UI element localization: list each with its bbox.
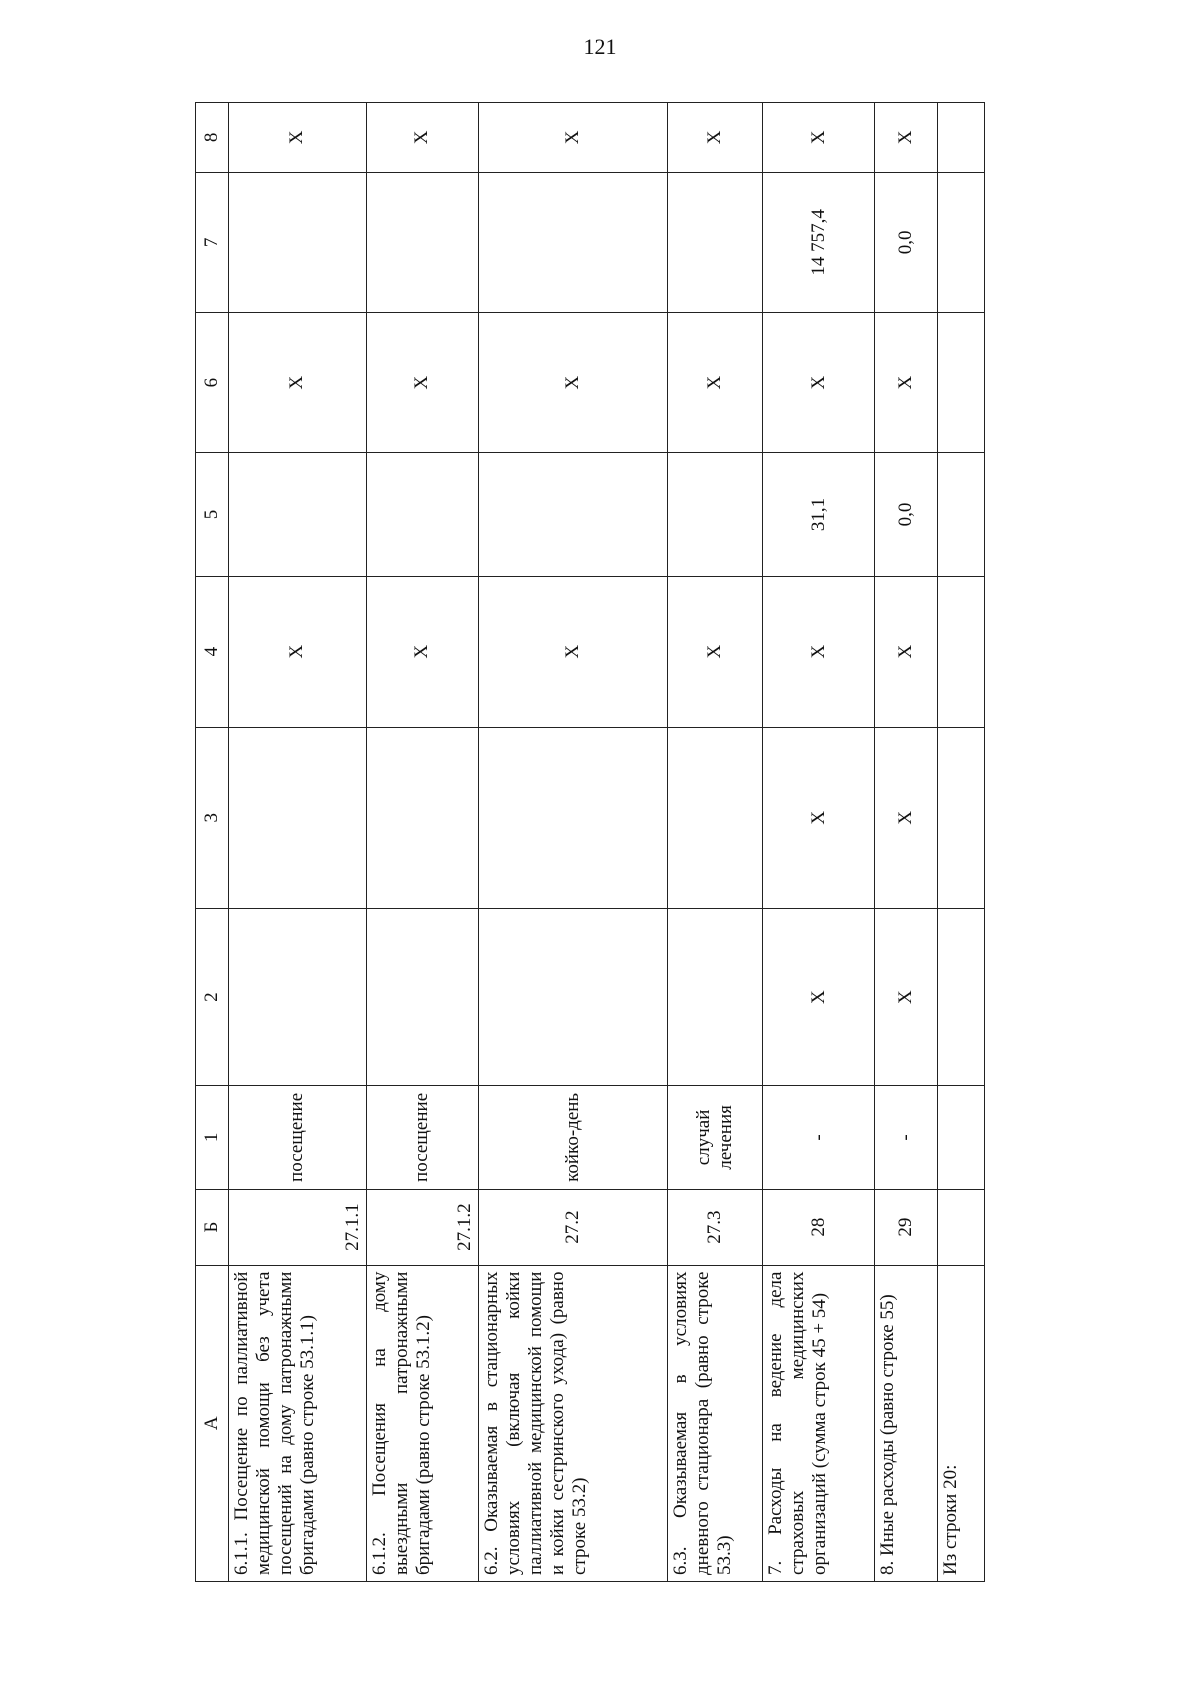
table-row [229, 103, 367, 1582]
row-unit: - [763, 1086, 875, 1189]
cell-col5 [366, 453, 478, 576]
cell-col7 [937, 172, 984, 312]
row-code: 29 [875, 1189, 937, 1265]
table-row [937, 103, 984, 1582]
header-cell: 4 [196, 576, 229, 727]
cell-col5 [229, 453, 367, 576]
cell-col3 [668, 727, 763, 908]
header-row [196, 103, 229, 1582]
table-row [366, 103, 478, 1582]
cell-col5 [937, 453, 984, 576]
rotated-table-frame [195, 102, 985, 1582]
cell-col6: X [229, 312, 367, 452]
header-cell: Б [196, 1189, 229, 1265]
row-code: 28 [763, 1189, 875, 1265]
header-cell: А [196, 1265, 229, 1581]
cell-col6 [937, 312, 984, 452]
cell-col4: X [229, 576, 367, 727]
cell-col3 [366, 727, 478, 908]
data-table [195, 102, 985, 1582]
page-number: 121 [583, 34, 617, 59]
cell-col8: X [875, 103, 937, 173]
cell-col2: X [875, 908, 937, 1085]
cell-col4: X [366, 576, 478, 727]
row-name: 6.1.2. Посещения на дому выездными патронажными бригадами (равно строке 53.1.2) [366, 1265, 478, 1581]
cell-col4: X [875, 576, 937, 727]
cell-col8: X [763, 103, 875, 173]
cell-col2: X [763, 908, 875, 1085]
cell-col6: X [478, 312, 668, 452]
header-cell: 3 [196, 727, 229, 908]
cell-col6: X [875, 312, 937, 452]
cell-col7 [478, 172, 668, 312]
cell-col6: X [763, 312, 875, 452]
cell-col2 [668, 908, 763, 1085]
cell-col3 [478, 727, 668, 908]
cell-col2 [937, 908, 984, 1085]
row-unit [937, 1086, 984, 1189]
table-row [875, 103, 937, 1582]
table-row [763, 103, 875, 1582]
row-name: 7. Расходы на ведение дела страховых медицинских организаций (сумма строк 45 + 54) [763, 1265, 875, 1581]
cell-col3: X [875, 727, 937, 908]
cell-col5 [478, 453, 668, 576]
cell-col4 [937, 576, 984, 727]
header-cell: 8 [196, 103, 229, 173]
cell-col5: 0,0 [875, 453, 937, 576]
cell-col7 [366, 172, 478, 312]
cell-col5 [668, 453, 763, 576]
cell-col8: X [366, 103, 478, 173]
row-code: 27.1.1 [229, 1189, 367, 1265]
row-code: 27.3 [668, 1189, 763, 1265]
cell-col7: 0,0 [875, 172, 937, 312]
cell-col7: 14 757,4 [763, 172, 875, 312]
cell-col6: X [366, 312, 478, 452]
cell-col5: 31,1 [763, 453, 875, 576]
cell-col4: X [763, 576, 875, 727]
row-code: 27.2 [478, 1189, 668, 1265]
cell-col2 [478, 908, 668, 1085]
row-name: Из строки 20: [937, 1265, 984, 1581]
row-unit: койко-день [478, 1086, 668, 1189]
cell-col7 [229, 172, 367, 312]
row-code [937, 1189, 984, 1265]
table-container [195, 102, 985, 1582]
cell-col4: X [478, 576, 668, 727]
cell-col8: X [478, 103, 668, 173]
cell-col4: X [668, 576, 763, 727]
row-unit: посещение [229, 1086, 367, 1189]
row-name: 6.2. Оказываемая в стационарных условиях (включая койки паллиативной медицинской помощи и койки сестринского ухода) (равно строке 53.2) [478, 1265, 668, 1581]
cell-col8: X [668, 103, 763, 173]
row-name: 6.3. Оказываемая в условиях дневного стационара (равно строке 53.3) [668, 1265, 763, 1581]
cell-col8: X [229, 103, 367, 173]
header-cell: 7 [196, 172, 229, 312]
row-unit: случай лечения [668, 1086, 763, 1189]
cell-col8 [937, 103, 984, 173]
cell-col3 [937, 727, 984, 908]
cell-col2 [366, 908, 478, 1085]
row-unit: посещение [366, 1086, 478, 1189]
header-cell: 1 [196, 1086, 229, 1189]
row-name: 8. Иные расходы (равно строке 55) [875, 1265, 937, 1581]
row-unit: - [875, 1086, 937, 1189]
header-cell: 5 [196, 453, 229, 576]
header-cell: 2 [196, 908, 229, 1085]
header-cell: 6 [196, 312, 229, 452]
cell-col3 [229, 727, 367, 908]
row-name: 6.1.1. Посещение по паллиативной медицинской помощи без учета посещений на дому патронажными бригадами (равно строке 53.1.1) [229, 1265, 367, 1581]
row-code: 27.1.2 [366, 1189, 478, 1265]
cell-col3: X [763, 727, 875, 908]
cell-col7 [668, 172, 763, 312]
table-row [478, 103, 668, 1582]
table-row [668, 103, 763, 1582]
cell-col2 [229, 908, 367, 1085]
cell-col6: X [668, 312, 763, 452]
